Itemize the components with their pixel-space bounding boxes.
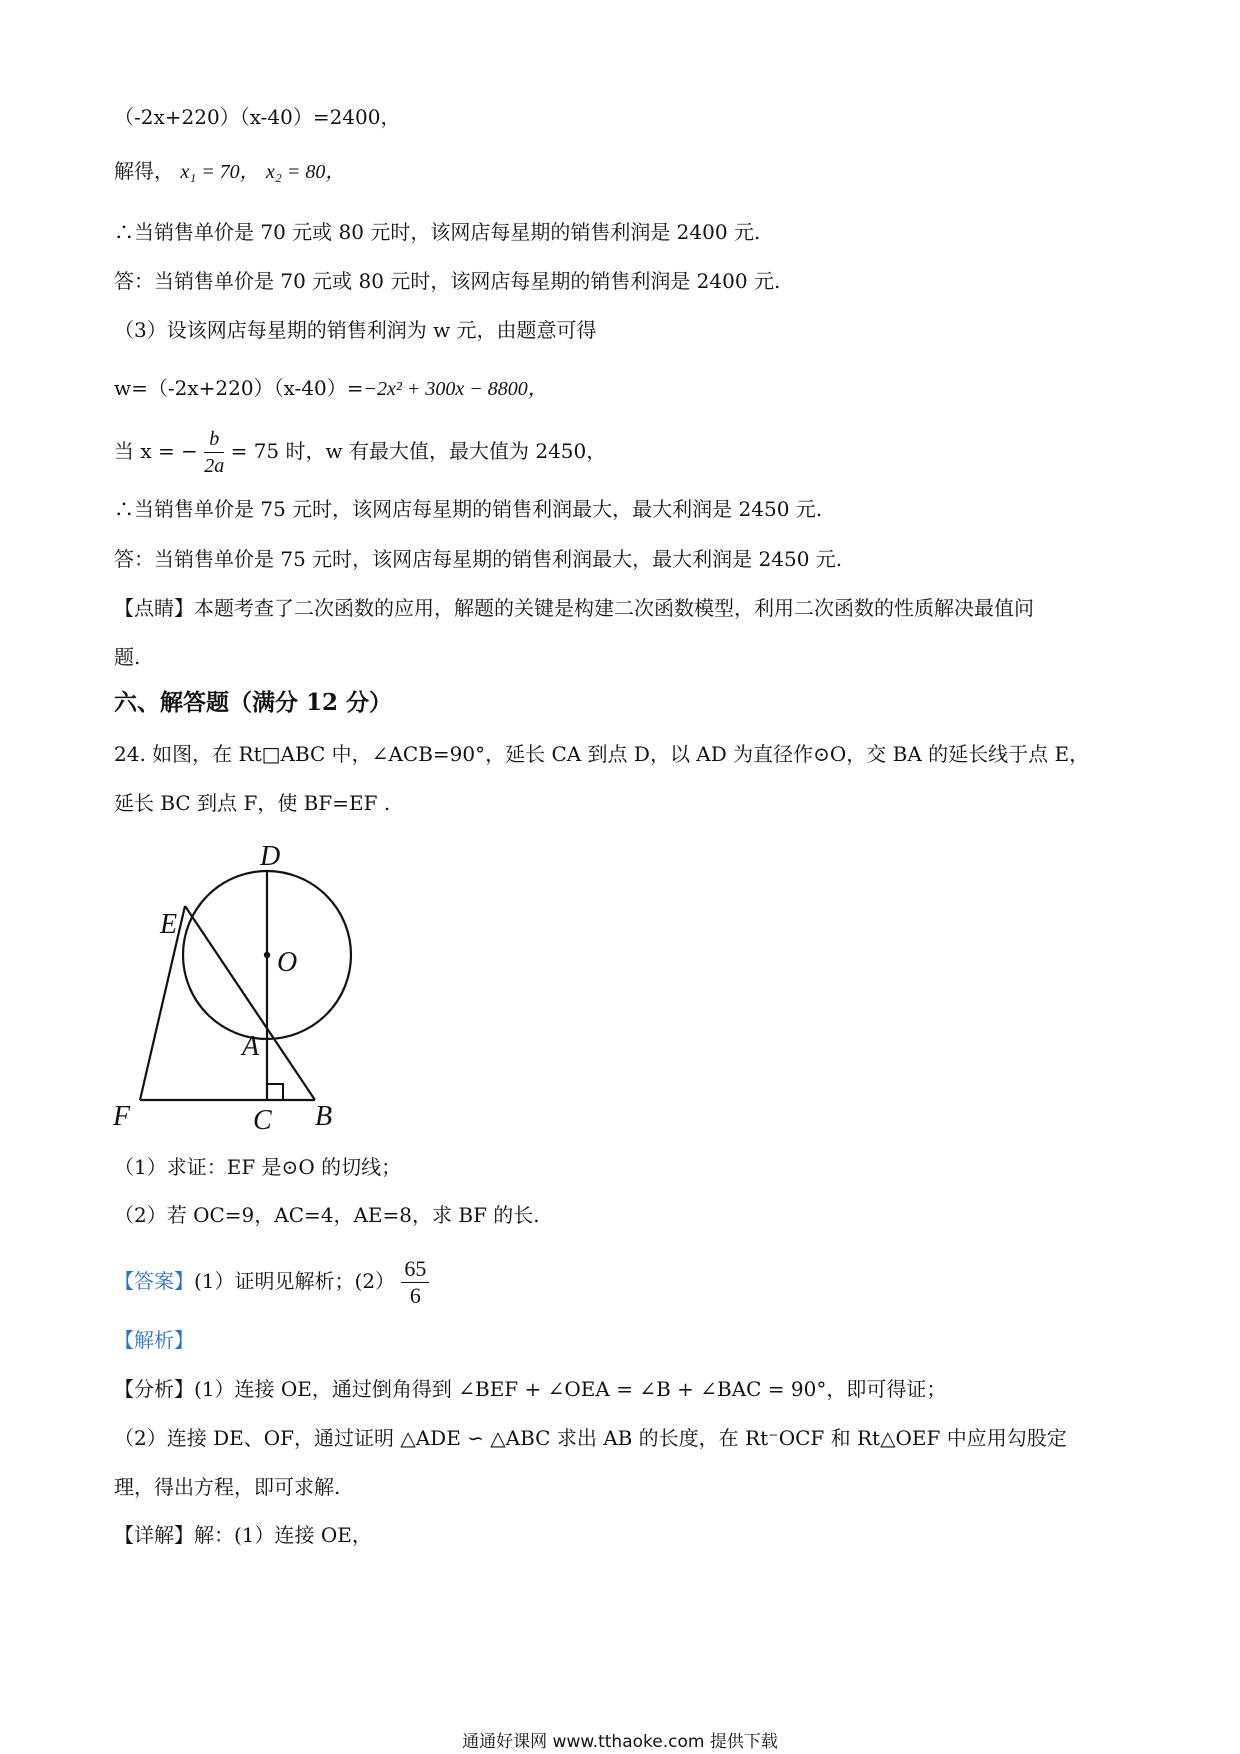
quadratic-expression: −2x² + 300x − 8800， xyxy=(363,378,548,400)
section-heading: 六、解答题（满分 12 分） xyxy=(114,689,393,716)
label-a: A xyxy=(242,1031,260,1062)
line-11: 题. xyxy=(114,645,141,669)
fraction-denominator: 2a xyxy=(204,455,225,477)
line-4: 答：当销售单价是 70 元或 80 元时，该网店每星期的销售利润是 2400 元. xyxy=(114,269,781,293)
geometry-figure xyxy=(105,835,365,1135)
line-9: 答：当销售单价是 75 元时，该网店每星期的销售利润最大，最大利润是 2450 元. xyxy=(114,547,843,571)
question-24-line-1: 24. 如图，在 Rt□ABC 中，∠ACB=90°，延长 CA 到点 D，以 AD 为直径作⊙O，交 BA 的延长线于点 E， xyxy=(114,742,1090,766)
detail-line-1: 【详解】解：(1）连接 OE， xyxy=(114,1523,372,1547)
answer-fraction xyxy=(401,1256,429,1309)
analysis-line-2: （2）连接 DE、OF，通过证明 △ADE ∽ △ABC 求出 AB 的长度，在 Rt⁻OCF 和 Rt△OEF 中应用勾股定 xyxy=(114,1426,1067,1450)
center-dot xyxy=(264,952,270,958)
line-10: 【点睛】本题考查了二次函数的应用，解题的关键是构建二次函数模型，利用二次函数的性质解决最值问 xyxy=(114,596,1034,620)
analysis-label: 【解析】 xyxy=(114,1328,194,1352)
label-d: D xyxy=(260,841,281,872)
label-c: C xyxy=(253,1105,272,1135)
line-5: （3）设该网店每星期的销售利润为 w 元，由题意可得 xyxy=(114,318,597,342)
line-3: ∴当销售单价是 70 元或 80 元时，该网店每星期的销售利润是 2400 元. xyxy=(114,220,761,244)
line-7-suffix: = 75 时，w 有最大值，最大值为 2450， xyxy=(230,439,607,463)
line-2 xyxy=(114,158,345,185)
fraction-numerator: b xyxy=(204,426,224,453)
root-x2: x₂ = 80， xyxy=(266,161,346,183)
vertex-fraction xyxy=(204,426,224,479)
root-x1: x₁ = 70， xyxy=(180,161,260,183)
answer-line xyxy=(114,1256,429,1309)
label-o: O xyxy=(277,947,298,978)
answer-text: (1）证明见解析；(2） xyxy=(194,1269,396,1293)
line-7-prefix: 当 x = − xyxy=(114,439,198,463)
label-f: F xyxy=(113,1101,131,1132)
analysis-line-1: 【分析】(1）连接 OE，通过倒角得到 ∠BEF + ∠OEA = ∠B + ∠BAC = 90°，即可得证； xyxy=(114,1377,947,1401)
answer-denominator: 6 xyxy=(409,1283,421,1308)
label-b: B xyxy=(315,1101,333,1132)
part-1: （1）求证：EF 是⊙O 的切线； xyxy=(114,1155,402,1179)
line-2-prefix: 解得， xyxy=(114,159,174,183)
line-6-prefix: w=（-2x+220）（x-40）= xyxy=(114,376,364,400)
line-1: （-2x+220）（x-40）=2400， xyxy=(114,105,401,129)
label-e: E xyxy=(160,909,178,940)
line-6 xyxy=(114,375,548,402)
page-footer: 通通好课网 www.tthaoke.com 提供下载 xyxy=(462,1732,778,1752)
line-8: ∴当销售单价是 75 元时，该网店每星期的销售利润最大，最大利润是 2450 元. xyxy=(114,497,823,521)
answer-label: 【答案】 xyxy=(114,1269,194,1293)
answer-numerator: 65 xyxy=(401,1256,429,1283)
line-eb xyxy=(185,906,315,1100)
line-7 xyxy=(114,426,606,479)
right-angle-mark xyxy=(267,1084,283,1100)
analysis-line-3: 理，得出方程，即可求解. xyxy=(114,1475,341,1499)
part-2: （2）若 OC=9，AC=4，AE=8，求 BF 的长. xyxy=(114,1203,540,1227)
question-24-line-2: 延长 BC 到点 F，使 BF=EF . xyxy=(114,791,391,815)
